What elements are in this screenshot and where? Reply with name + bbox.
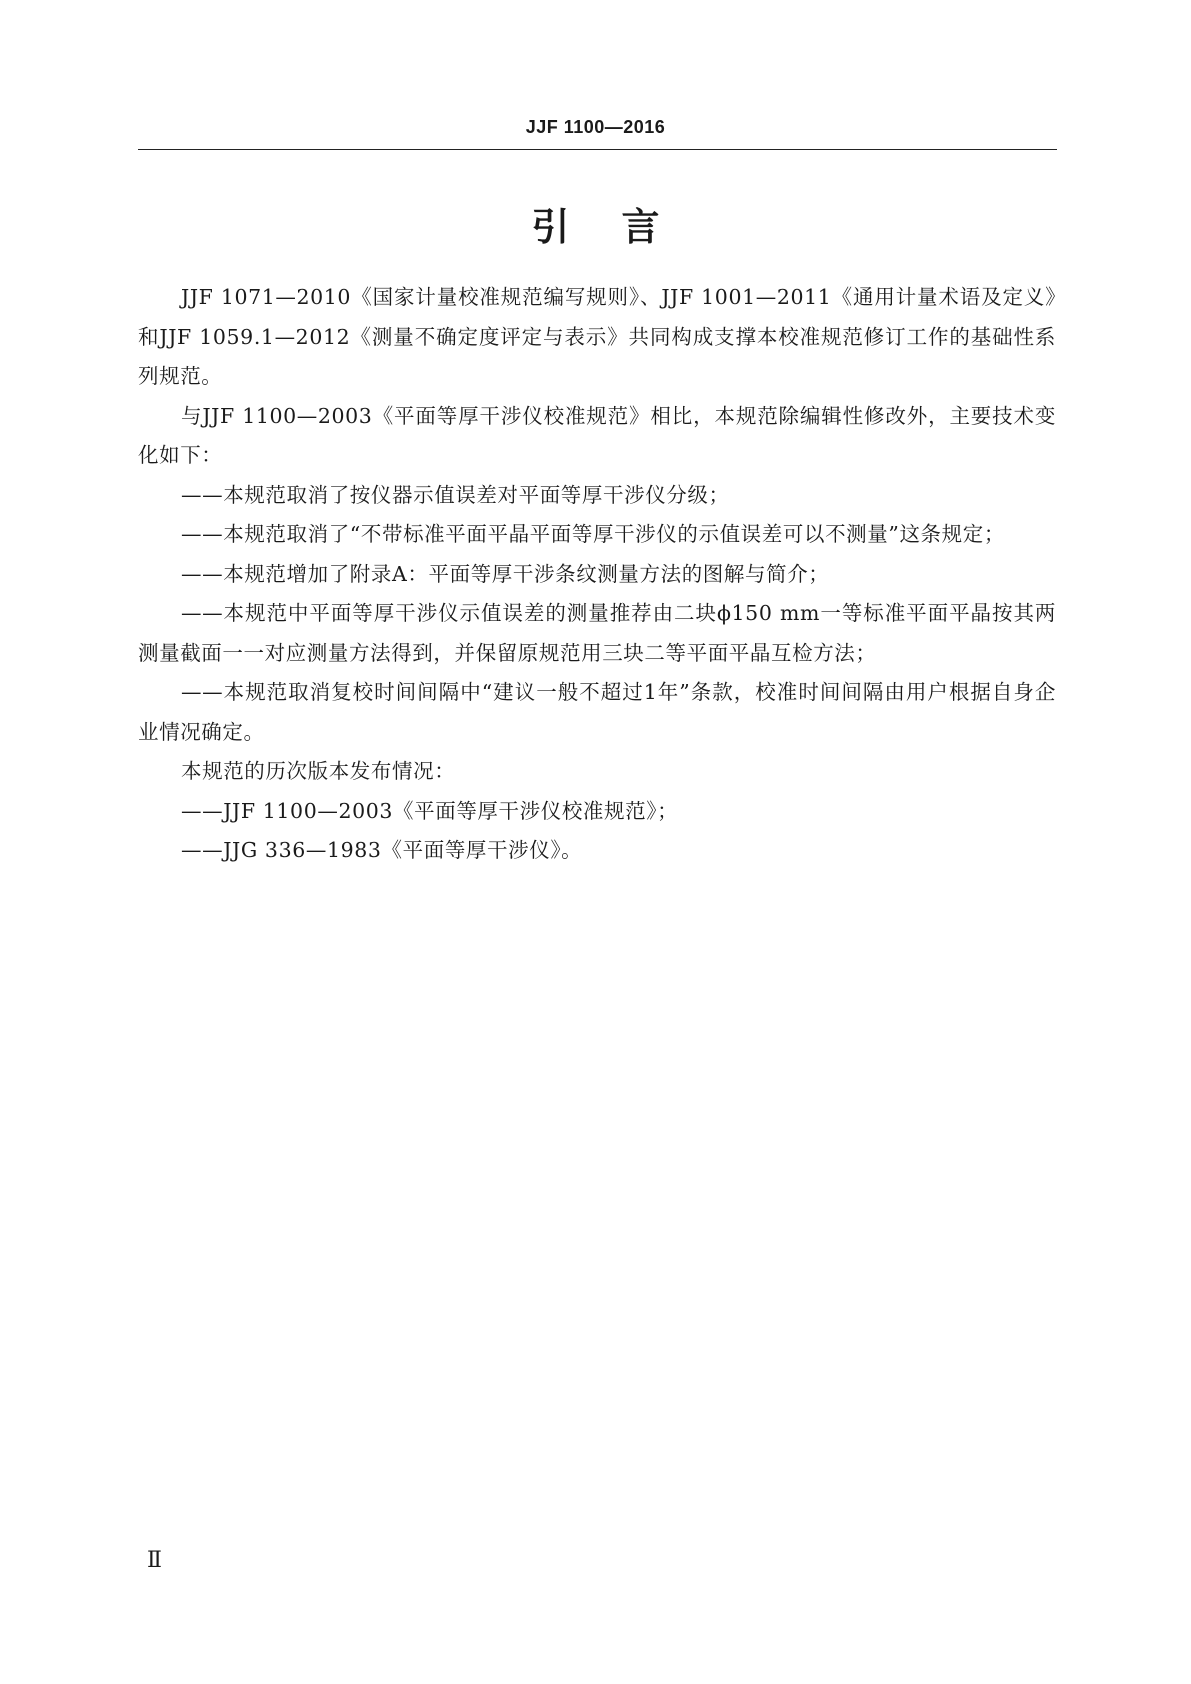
- page-title: 引言: [531, 205, 712, 249]
- header-divider: [138, 149, 1057, 150]
- paragraph-version-history-intro: 本规范的历次版本发布情况：: [181, 759, 456, 783]
- list-item-change-4: ——本规范中平面等厚干涉仪示值误差的测量推荐由二块ϕ150 mm一等标准平面平晶按其两测量截面一一对应测量方法得到，并保留原规范用三块二等平面平晶互检方法；: [138, 601, 1056, 665]
- list-item-change-2: ——本规范取消了“不带标准平面平晶平面等厚干涉仪的示值误差可以不测量”这条规定；: [181, 522, 1005, 546]
- document-code-header: JJF 1100—2016: [525, 117, 666, 137]
- list-item-change-3: ——本规范增加了附录A：平面等厚干涉条纹测量方法的图解与简介；: [181, 561, 830, 586]
- list-item-version-2: ——JJG 336—1983《平面等厚干涉仪》。: [181, 838, 583, 862]
- paragraph-technical-changes-intro: 与JJF 1100—2003《平面等厚干涉仪校准规范》相比，本规范除编辑性修改外，主要技术变化如下：: [138, 403, 1056, 467]
- list-item-version-1: ——JJF 1100—2003《平面等厚干涉仪校准规范》；: [181, 798, 679, 823]
- list-item-change-5: ——本规范取消复校时间间隔中“建议一般不超过1年”条款，校准时间间隔由用户根据自身企业情况确定。: [138, 680, 1056, 744]
- foreword-body: [138, 278, 1056, 871]
- list-item-change-1: ——本规范取消了按仪器示值误差对平面等厚干涉仪分级；: [181, 482, 730, 507]
- page-number: Ⅱ: [147, 1548, 162, 1573]
- paragraph-related-standards: JJF 1071—2010《国家计量校准规范编写规则》、JJF 1001—2011《通用计量术语及定义》和JJF 1059.1—2012《测量不确定度评定与表示》共同构成支撑本校准规范修订工作的基础性系列规范。: [138, 285, 1056, 388]
